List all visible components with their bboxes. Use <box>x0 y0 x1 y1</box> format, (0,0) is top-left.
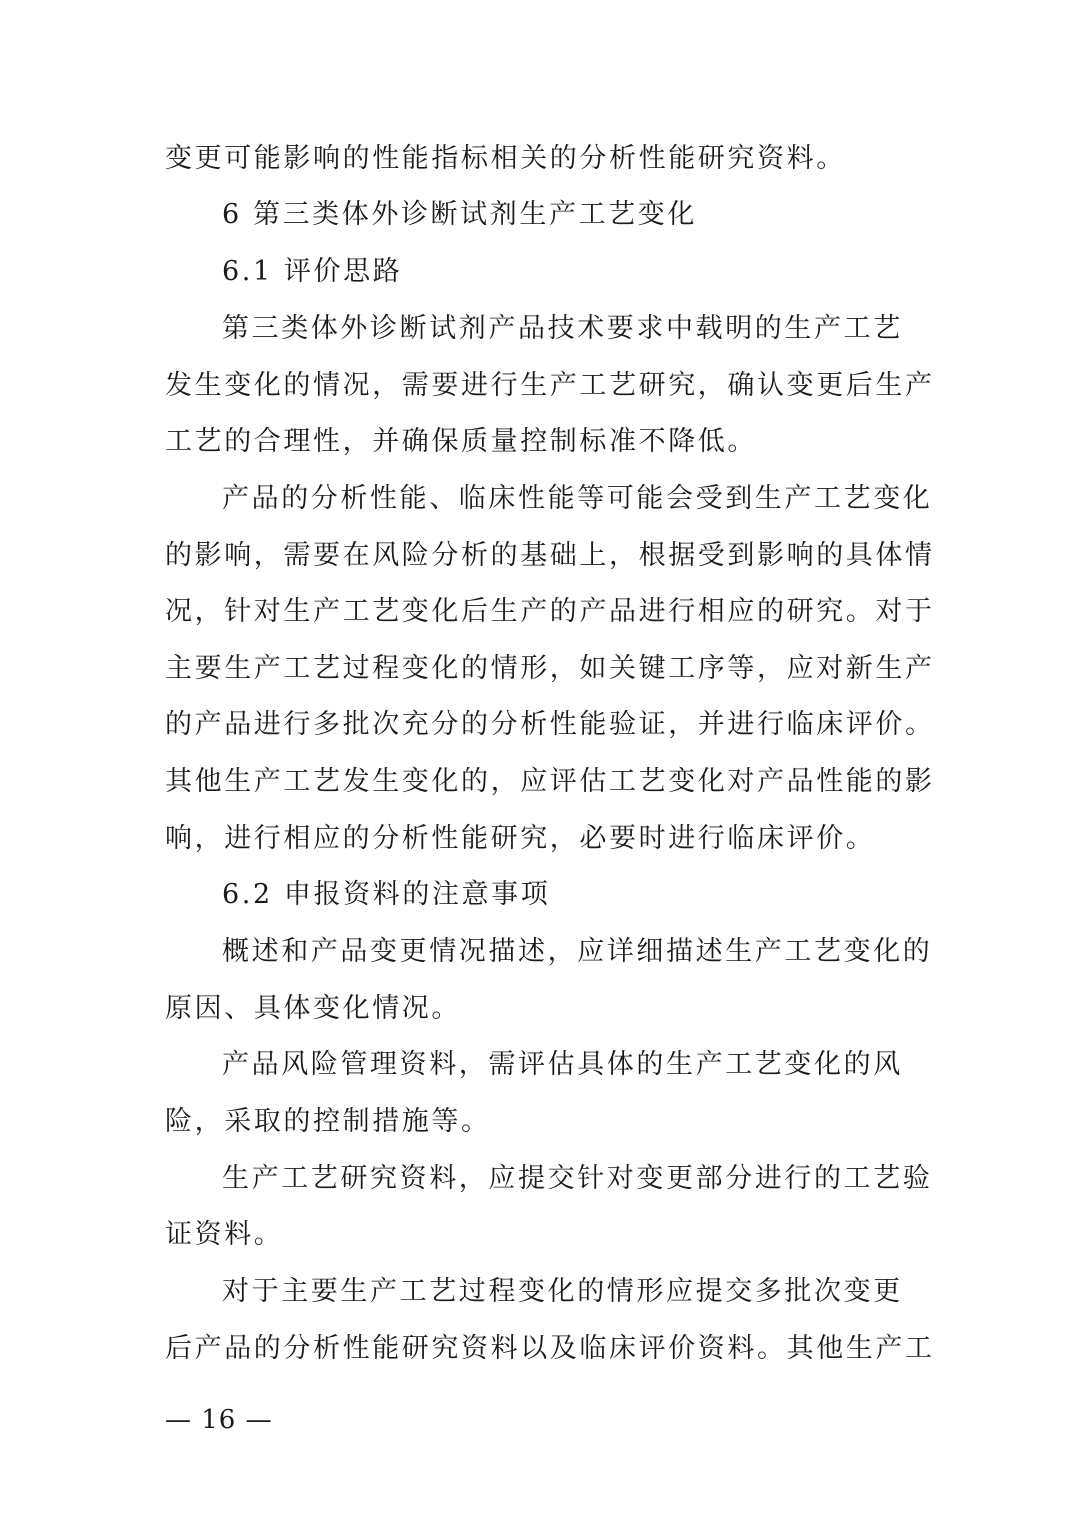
subsection-heading-6-1: 6.1 评价思路 <box>222 256 403 287</box>
subsection-heading-6-2: 6.2 申报资料的注意事项 <box>222 879 551 910</box>
body-line-5: 发生变化的情况，需要进行生产工艺研究，确认变更后生产 <box>165 370 935 401</box>
body-line-13: 响，进行相应的分析性能研究，必要时进行临床评价。 <box>165 823 876 854</box>
body-line-12: 其他生产工艺发生变化的，应评估工艺变化对产品性能的影 <box>165 766 935 797</box>
body-line-21: 对于主要生产工艺过程变化的情形应提交多批次变更 <box>222 1276 903 1307</box>
body-line-11: 的产品进行多批次充分的分析性能验证，并进行临床评价。 <box>165 709 935 740</box>
body-line-1: 变更可能影响的性能指标相关的分析性能研究资料。 <box>165 143 846 174</box>
body-line-18: 险，采取的控制措施等。 <box>165 1106 491 1137</box>
body-line-9: 况，针对生产工艺变化后生产的产品进行相应的研究。对于 <box>165 596 935 627</box>
section-heading-6: 6 第三类体外诊断试剂生产工艺变化 <box>222 199 697 230</box>
body-line-10: 主要生产工艺过程变化的情形，如关键工序等，应对新生产 <box>165 653 935 684</box>
body-line-22: 后产品的分析性能研究资料以及临床评价资料。其他生产工 <box>165 1333 935 1364</box>
body-line-20: 证资料。 <box>165 1219 284 1250</box>
page-number: — 16 — <box>165 1405 273 1435</box>
body-line-4: 第三类体外诊断试剂产品技术要求中载明的生产工艺 <box>222 313 903 344</box>
body-line-8: 的影响，需要在风险分析的基础上，根据受到影响的具体情 <box>165 540 935 571</box>
body-line-6: 工艺的合理性，并确保质量控制标准不降低。 <box>165 426 757 457</box>
body-line-7: 产品的分析性能、临床性能等可能会受到生产工艺变化 <box>222 483 933 514</box>
body-line-15: 概述和产品变更情况描述，应详细描述生产工艺变化的 <box>222 936 933 967</box>
body-line-16: 原因、具体变化情况。 <box>165 993 461 1024</box>
body-line-19: 生产工艺研究资料，应提交针对变更部分进行的工艺验 <box>222 1163 933 1194</box>
body-line-17: 产品风险管理资料，需评估具体的生产工艺变化的风 <box>222 1049 903 1080</box>
